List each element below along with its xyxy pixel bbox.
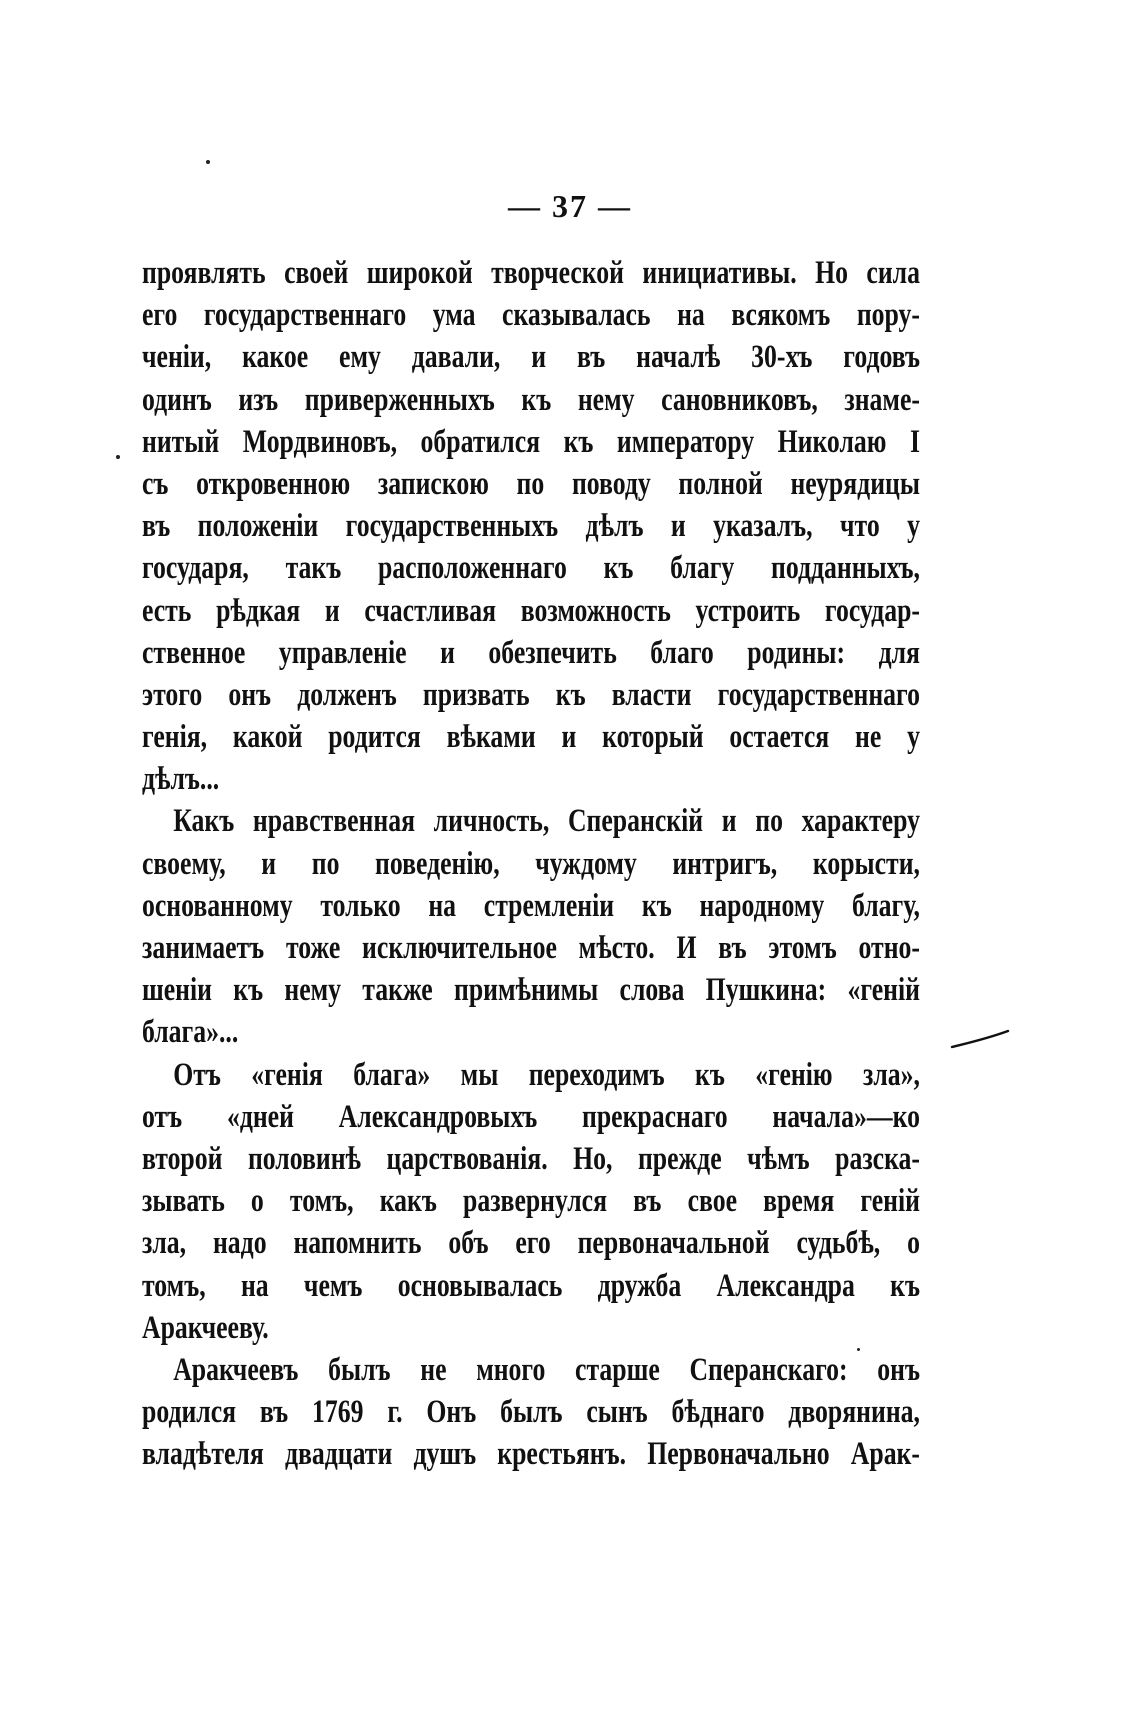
text-line: генія, какой родится вѣками и который остается не у — [142, 719, 920, 756]
text-line: государя, такъ расположеннаго къ благу подданныхъ, — [142, 550, 920, 587]
paragraph-3 — [142, 1054, 920, 1349]
text-line: зывать о томъ, какъ развернулся въ свое время геній — [142, 1183, 920, 1220]
text-line: Отъ «генія блага» мы переходимъ къ «генію зла», — [173, 1056, 920, 1093]
scan-speck — [206, 160, 210, 164]
text-line: отъ «дней Александровыхъ прекраснаго начала»—ко — [142, 1098, 920, 1135]
text-line: своему, и по поведенію, чуждому интригъ, корысти, — [142, 845, 920, 882]
text-line: зла, надо напомнить объ его первоначальной судьбѣ, о — [142, 1225, 920, 1262]
text-line: проявлять своей широкой творческой инициативы. Но сила — [142, 255, 920, 291]
text-line: дѣлъ... — [142, 761, 220, 798]
text-line: Аракчееву. — [142, 1309, 269, 1346]
paragraph-1 — [142, 252, 920, 800]
text-line: основанному только на стремленіи къ народному благу, — [142, 887, 920, 924]
text-line: блага»... — [142, 1014, 239, 1051]
text-line: одинъ изъ приверженныхъ къ нему сановниковъ, знаме- — [142, 381, 920, 418]
text-line: Какъ нравственная личность, Сперанскій и по характеру — [173, 803, 920, 840]
text-line: занимаетъ тоже исключительное мѣсто. И въ этомъ отно- — [142, 930, 920, 966]
text-line: родился въ 1769 г. Онъ былъ сынъ бѣднаго дворянина, — [142, 1394, 920, 1431]
margin-pen-mark — [950, 1025, 1010, 1055]
scan-speck — [857, 1348, 860, 1351]
scan-speck — [116, 455, 120, 459]
paragraph-4 — [142, 1349, 920, 1476]
text-line: есть рѣдкая и счастливая возможность устроить государ- — [142, 592, 920, 629]
text-line: нитый Мордвиновъ, обратился къ императору Николаю I — [142, 423, 920, 460]
text-line: второй половинѣ царствованія. Но, прежде чѣмъ разска- — [142, 1140, 920, 1177]
text-line: его государственнаго ума сказывалась на всякомъ пору- — [142, 297, 920, 334]
text-line: этого онъ долженъ призвать къ власти государственнаго — [142, 676, 920, 713]
page-number: — 37 — — [508, 188, 632, 224]
text-line: томъ, на чемъ основывалась дружба Александра къ — [142, 1267, 920, 1304]
text-line: владѣтеля двадцати душъ крестьянъ. Первоначально Арак- — [142, 1436, 920, 1473]
text-line: съ откровенною запискою по поводу полной неурядицы — [142, 465, 920, 502]
text-line: въ положеніи государственныхъ дѣлъ и указалъ, что у — [142, 508, 920, 545]
text-line: ственное управленіе и обезпечить благо родины: для — [142, 634, 920, 671]
body-text — [142, 252, 920, 1475]
text-line: ченіи, какое ему давали, и въ началѣ 30-хъ годовъ — [142, 339, 920, 376]
text-line: шеніи къ нему также примѣнимы слова Пушкина: «геній — [142, 972, 920, 1009]
text-line: Аракчеевъ былъ не много старше Сперанскаго: онъ — [173, 1351, 920, 1388]
paragraph-2 — [142, 800, 920, 1053]
